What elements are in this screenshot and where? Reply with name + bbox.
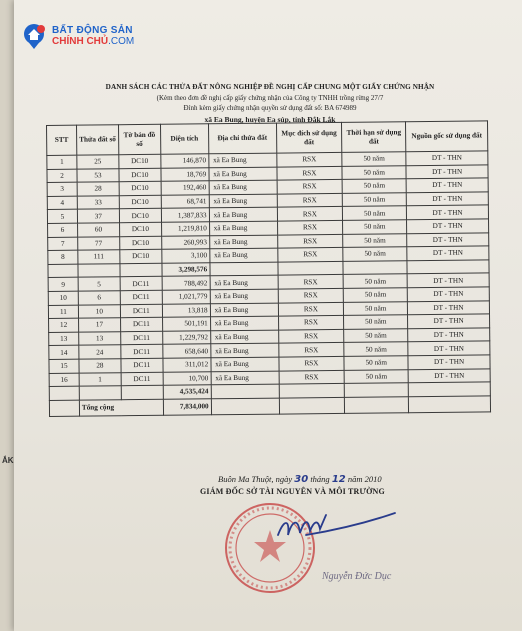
cell-stt: 2 — [47, 169, 77, 183]
cell-thua: 25 — [77, 155, 119, 169]
cell-dt: 1,229,792 — [162, 331, 210, 345]
subtotal-value: 7,834,000 — [163, 398, 211, 415]
cell-th: 50 năm — [344, 356, 408, 370]
cell-dt: 260,993 — [161, 235, 209, 249]
empty-cell — [49, 386, 79, 400]
cell-ng: DT - THN — [407, 232, 489, 246]
cell-dc: xã Ea Bung — [209, 221, 277, 235]
cell-md: RSX — [278, 275, 344, 289]
cell-th: 50 năm — [344, 315, 408, 329]
cell-dc: xã Ea Bung — [211, 371, 279, 385]
cell-th: 50 năm — [343, 247, 407, 261]
cell-dt: 13,818 — [162, 303, 210, 317]
cell-stt: 4 — [47, 196, 77, 210]
table-header-row — [47, 121, 488, 156]
logo-line2a: CHÍNH CHỦ — [52, 36, 109, 47]
location-pin-icon — [20, 22, 48, 50]
cell-th: 50 năm — [344, 342, 408, 356]
cell-thua: 60 — [77, 223, 119, 237]
cell-dt: 146,870 — [161, 154, 209, 168]
cell-ng: DT - THN — [407, 205, 489, 219]
cell-md: RSX — [278, 329, 344, 343]
cell-thua: 1 — [79, 372, 121, 386]
cell-dc: xã Ea Bung — [209, 167, 277, 181]
cell-dt: 311,012 — [163, 358, 211, 372]
cell-to: DC11 — [121, 345, 163, 359]
cell-stt: 11 — [48, 305, 78, 319]
cell-ng: DT - THN — [407, 246, 489, 260]
col-header: Mục đích sử dụng đất — [276, 122, 342, 153]
empty-cell — [277, 261, 343, 275]
cell-thua: 28 — [79, 359, 121, 373]
cell-dt: 3,100 — [162, 249, 210, 263]
cell-dc: xã Ea Bung — [210, 343, 278, 357]
cell-dt: 18,769 — [161, 167, 209, 181]
cell-to: DC11 — [121, 358, 163, 372]
cell-th: 50 năm — [343, 206, 407, 220]
cell-ng: DT - THN — [408, 314, 490, 328]
cell-stt: 10 — [48, 291, 78, 305]
cell-stt: 12 — [49, 318, 79, 332]
cell-stt: 3 — [47, 182, 77, 196]
cell-thua: 37 — [77, 209, 119, 223]
cell-stt: 6 — [48, 223, 78, 237]
cell-th: 50 năm — [344, 301, 408, 315]
cell-md: RSX — [279, 370, 345, 384]
cell-ng: DT - THN — [408, 328, 490, 342]
cell-dt: 10,700 — [163, 371, 211, 385]
empty-cell — [49, 400, 79, 416]
cell-thua: 17 — [78, 318, 120, 332]
logo-line2b: .COM — [108, 36, 135, 47]
date-day: 30 — [294, 474, 309, 485]
total-label: Tổng cộng — [79, 399, 163, 416]
cell-th: 50 năm — [344, 369, 408, 383]
cell-th: 50 năm — [342, 179, 406, 193]
empty-cell — [121, 385, 163, 399]
cell-to: DC11 — [120, 317, 162, 331]
cell-dt: 192,460 — [161, 181, 209, 195]
land-parcel-table — [46, 120, 491, 416]
cell-th: 50 năm — [343, 274, 407, 288]
handwritten-signature — [270, 505, 400, 550]
signer-name: Nguyễn Đức Dục — [322, 571, 392, 582]
cell-stt: 7 — [48, 237, 78, 251]
cell-thua: 13 — [79, 331, 121, 345]
cell-dc: xã Ea Bung — [208, 153, 276, 167]
col-header: Thời hạn sử dụng đất — [342, 122, 406, 153]
cell-dc: xã Ea Bung — [209, 207, 277, 221]
empty-cell — [78, 263, 120, 277]
cell-thua: 5 — [78, 277, 120, 291]
cell-dt: 501,191 — [162, 317, 210, 331]
cell-ng: DT - THN — [407, 287, 489, 301]
cell-thua: 6 — [78, 291, 120, 305]
cell-thua: 53 — [77, 168, 119, 182]
cell-dc: xã Ea Bung — [210, 289, 278, 303]
cell-ng: DT - THN — [407, 273, 489, 287]
date-month-label: tháng — [310, 474, 330, 484]
cell-to: DC10 — [119, 195, 161, 209]
date-prefix: Buôn Ma Thuột, ngày — [218, 474, 293, 484]
cell-md: RSX — [278, 316, 344, 330]
cell-thua: 10 — [78, 304, 120, 318]
cell-md: RSX — [278, 302, 344, 316]
background-strip — [0, 0, 14, 631]
empty-cell — [211, 398, 279, 415]
cell-stt: 15 — [49, 359, 79, 373]
cell-md: RSX — [277, 193, 343, 207]
cell-th: 50 năm — [343, 220, 407, 234]
cell-dt: 788,492 — [162, 276, 210, 290]
cell-th: 50 năm — [344, 328, 408, 342]
cell-stt: 1 — [47, 155, 77, 169]
cell-ng: DT - THN — [408, 368, 490, 382]
cell-to: DC10 — [119, 209, 161, 223]
cell-md: RSX — [276, 152, 342, 166]
cell-to: DC11 — [120, 290, 162, 304]
empty-cell — [345, 383, 409, 397]
cell-to: DC11 — [121, 372, 163, 386]
cell-ng: DT - THN — [406, 178, 488, 192]
cell-ng: DT - THN — [408, 355, 490, 369]
cell-md: RSX — [278, 343, 344, 357]
cell-md: RSX — [277, 234, 343, 248]
empty-cell — [345, 396, 409, 413]
subtotal-value: 3,298,576 — [162, 263, 210, 277]
signer-role: GIÁM ĐỐC SỞ TÀI NGUYÊN VÀ MÔI TRƯỜNG — [200, 487, 385, 496]
cell-dc: xã Ea Bung — [209, 235, 277, 249]
subtotal-value: 4,535,424 — [163, 385, 211, 399]
cell-md: RSX — [277, 207, 343, 221]
empty-cell — [210, 262, 278, 276]
cell-to: DC10 — [119, 181, 161, 195]
cell-dc: xã Ea Bung — [209, 248, 277, 262]
cell-stt: 8 — [48, 250, 78, 264]
date-month: 12 — [331, 474, 346, 485]
cell-dc: xã Ea Bung — [209, 194, 277, 208]
cell-stt: 13 — [49, 332, 79, 346]
col-header: Tờ bản đồ số — [118, 124, 160, 154]
cell-ng: DT - THN — [408, 300, 490, 314]
cell-dt: 1,387,833 — [161, 208, 209, 222]
cell-to: DC10 — [119, 222, 161, 236]
cell-dc: xã Ea Bung — [211, 357, 279, 371]
empty-cell — [48, 264, 78, 278]
col-header: Thửa đất số — [76, 125, 118, 155]
cell-thua: 33 — [77, 196, 119, 210]
cell-to: DC10 — [120, 236, 162, 250]
cell-md: RSX — [278, 356, 344, 370]
cell-th: 50 năm — [344, 288, 408, 302]
document-subtitle-1: (Kèm theo đơn đề nghị cấp giấy chứng nhận của Công ty TNHH trồng rừng 27/7 — [156, 94, 384, 102]
cell-to: DC11 — [120, 304, 162, 318]
cell-th: 50 năm — [343, 193, 407, 207]
cell-md: RSX — [276, 166, 342, 180]
empty-cell — [211, 384, 279, 398]
cell-dc: xã Ea Bung — [209, 180, 277, 194]
cell-dt: 1,021,779 — [162, 290, 210, 304]
cell-stt: 9 — [48, 278, 78, 292]
empty-cell — [120, 263, 162, 277]
logo-line1: BẤT ĐỘNG SẢN — [52, 25, 133, 36]
empty-cell — [279, 383, 345, 397]
col-header: Nguồn gốc sử dụng đất — [406, 121, 488, 152]
cell-dc: xã Ea Bung — [210, 303, 278, 317]
cell-ng: DT - THN — [406, 164, 488, 178]
empty-cell — [279, 397, 345, 414]
cell-dc: xã Ea Bung — [210, 330, 278, 344]
cell-to: DC11 — [120, 277, 162, 291]
cell-th: 50 năm — [342, 165, 406, 179]
cell-md: RSX — [277, 220, 343, 234]
cell-dt: 1,219,810 — [161, 222, 209, 236]
cell-to: DC11 — [121, 331, 163, 345]
cell-dt: 68,741 — [161, 195, 209, 209]
cell-th: 50 năm — [342, 152, 406, 166]
cell-ng: DT - THN — [406, 192, 488, 206]
document-location: xã Ea Bung, huyện Ea súp, tỉnh Đắk Lắk — [204, 115, 336, 124]
cell-stt: 5 — [47, 210, 77, 224]
cell-thua: 77 — [78, 236, 120, 250]
empty-cell — [408, 382, 490, 396]
empty-cell — [343, 260, 407, 274]
cell-ng: DT - THN — [407, 219, 489, 233]
signing-date — [218, 474, 382, 485]
cell-stt: 16 — [49, 373, 79, 387]
cell-ng: DT - THN — [408, 341, 490, 355]
cell-th: 50 năm — [343, 233, 407, 247]
cell-ng: DT - THN — [406, 151, 488, 165]
col-header: STT — [47, 125, 77, 155]
cell-dt: 658,640 — [163, 344, 211, 358]
document-title: DANH SÁCH CÁC THỬA ĐẤT NÔNG NGHIỆP ĐỀ NGHỊ CẤP CHUNG MỘT GIẤY CHỨNG NHẬN — [105, 83, 435, 91]
cell-dc: xã Ea Bung — [210, 316, 278, 330]
document-subtitle-2: Đính kèm giấy chứng nhận quyền sử dụng đất số: BA 674989 — [183, 104, 357, 112]
cell-to: DC10 — [119, 154, 161, 168]
empty-cell — [407, 260, 489, 274]
empty-cell — [409, 396, 491, 413]
cell-stt: 14 — [49, 345, 79, 359]
cell-md: RSX — [277, 248, 343, 262]
cell-thua: 24 — [79, 345, 121, 359]
cell-thua: 28 — [77, 182, 119, 196]
col-header: Địa chỉ thửa đất — [208, 123, 276, 154]
date-year: năm 2010 — [347, 474, 382, 484]
cell-dc: xã Ea Bung — [210, 275, 278, 289]
cell-to: DC10 — [120, 249, 162, 263]
watermark-logo — [20, 22, 134, 50]
cell-md: RSX — [277, 180, 343, 194]
empty-cell — [79, 386, 121, 400]
cell-thua: 111 — [78, 250, 120, 264]
cell-md: RSX — [278, 288, 344, 302]
col-header: Diện tích — [160, 124, 208, 155]
side-label: ẮK — [2, 456, 14, 465]
cell-to: DC10 — [119, 168, 161, 182]
